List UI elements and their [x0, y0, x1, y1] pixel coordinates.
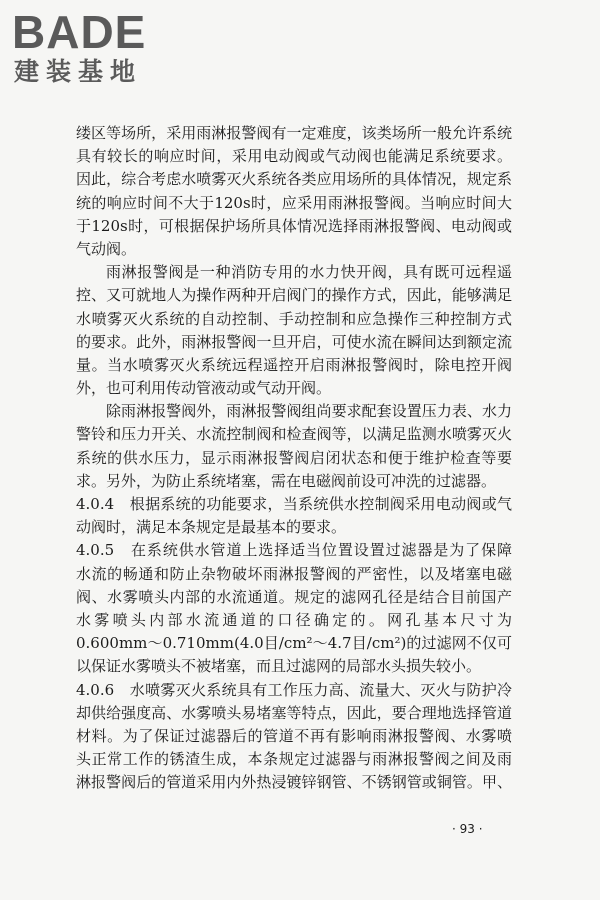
text-line: 0.600mm～0.710mm(4.0目/cm²～4.7目/cm²)的过滤网不仅可: [76, 634, 512, 653]
text-line: 量。当水喷雾灭火系统远程遥控开启雨淋报警阀时，除电控开阀: [76, 355, 512, 374]
text-line: 水喷雾灭火系统的自动控制、手动控制和应急操作三种控制方式: [76, 309, 512, 328]
text-line: 动阀时，满足本条规定是最基本的要求。: [76, 518, 347, 537]
text-line: 阀、水雾喷头内部的水流通道。规定的滤网孔径是结合目前国产: [76, 587, 512, 606]
text-line: 系统的供水压力，显示雨淋报警阀启闭状态和便于维护检查等要: [76, 448, 512, 467]
text-line: 却供给强度高、水雾喷头易堵塞等特点，因此，要合理地选择管道: [76, 703, 512, 722]
logo-brand-text: BADE: [12, 6, 147, 58]
text-line: 统的响应时间不大于120s时，应采用雨淋报警阀。当响应时间大: [76, 193, 512, 212]
text-line: 水流的畅通和防止杂物破坏雨淋报警阀的严密性，以及堵塞电磁: [76, 564, 512, 583]
text-line: 头正常工作的锈渣生成，本条规定过滤器与雨淋报警阀之间及雨: [76, 750, 512, 769]
section-4-0-6-line: 4.0.6 水喷雾灭火系统具有工作压力高、流量大、灭火与防护冷: [76, 680, 512, 699]
text-line: 于120s时，可根据保护场所具体情况选择雨淋报警阀、电动阀或: [76, 216, 512, 235]
brand-logo: [12, 8, 146, 88]
section-4-0-4-line: 4.0.4 根据系统的功能要求，当系统供水控制阀采用电动阀或气: [76, 495, 512, 513]
text-line: 除雨淋报警阀外，雨淋报警阀组尚要求配套设置压力表、水力: [106, 402, 512, 421]
page-number: · 93 ·: [452, 822, 483, 836]
text-line: 的要求。此外，雨淋报警阀一旦开启，可使水流在瞬间达到额定流: [76, 332, 512, 351]
page-body-text: [76, 122, 512, 794]
section-4-0-5-line: 4.0.5 在系统供水管道上选择适当位置设置过滤器是为了保障: [76, 541, 512, 560]
text-line: 材料。为了保证过滤器后的管道不再有影响雨淋报警阀、水雾喷: [76, 726, 512, 745]
text-line: 水雾喷头内部水流通道的口径确定的。网孔基本尺寸为: [76, 610, 512, 629]
text-line: 警铃和压力开关、水流控制阀和检查阀等，以满足监测水喷雾灭火: [76, 425, 512, 444]
text-line: 淋报警阀后的管道采用内外热浸镀锌钢管、不锈钢管或铜管。甲、: [76, 773, 512, 792]
text-line: 求。另外，为防止系统堵塞，需在电磁阀前设可冲洗的过滤器。: [76, 471, 497, 490]
text-line: 因此，综合考虑水喷雾灭火系统各类应用场所的具体情况，规定系: [76, 170, 512, 189]
text-line: 控、又可就地人为操作两种开启阀门的操作方式，因此，能够满足: [76, 286, 512, 305]
text-line: 具有较长的响应时间，采用电动阀或气动阀也能满足系统要求。: [76, 147, 512, 166]
text-line: 以保证水雾喷头不被堵塞，而且过滤网的局部水头损失较小。: [76, 657, 482, 676]
text-line: 缕区等场所，采用雨淋报警阀有一定难度，该类场所一般允许系统: [76, 124, 512, 142]
text-line: 外，也可利用传动管液动或气动开阀。: [76, 379, 332, 398]
logo-subtitle: 建装基地: [14, 57, 143, 86]
text-line: 雨淋报警阀是一种消防专用的水力快开阀，具有既可远程遥: [106, 263, 512, 282]
text-line: 气动阀。: [76, 239, 137, 258]
